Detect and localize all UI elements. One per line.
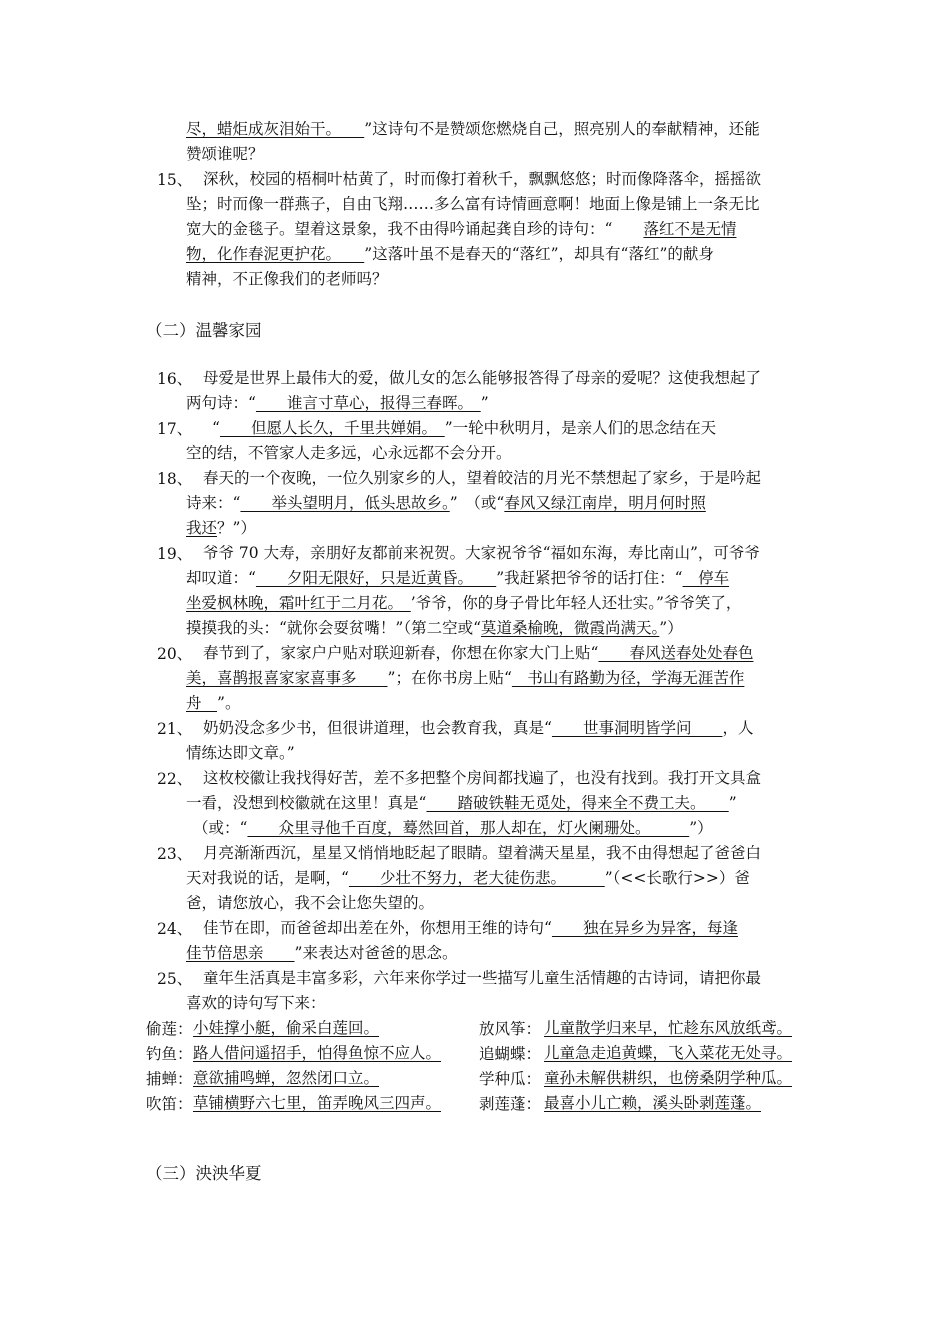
answer-blank: 坐爱枫林晚，霜叶红于二月花。 — [186, 594, 411, 612]
q25-line-1: 童年生活真是丰富多彩，六年来你学过一些描写儿童生活情趣的古诗词，请把你最 — [203, 969, 762, 987]
poem-answer: 小娃撑小艇，偷采白莲回。 — [193, 1019, 380, 1037]
q19-line-3: 坐爱枫林晚，霜叶红于二月花。 ’爷爷，你的身子骨比年轻人还壮实。”爷爷笑了， — [186, 594, 742, 612]
q15-line-3: 宽大的金毯子。望着这景象，我不由得吟诵起龚自珍的诗句：“ 落红不是无情 — [186, 220, 737, 238]
q18-line-2: 诗来：“ 举头望明月，低头思故乡。” （或“春风又绿江南岸，明月何时照 — [186, 494, 706, 512]
answer-blank: 春风又绿江南岸，明月何时照 — [504, 494, 706, 512]
q23-line-1: 月亮渐渐西沉，星星又悄悄地眨起了眼睛。望着满天星星，我不由得想起了爸爸白 — [203, 844, 762, 862]
poem-answer: 最喜小儿亡赖，溪头卧剥莲蓬。 — [544, 1094, 762, 1112]
poem-answer: 草铺横野六七里，笛弄晚风三四声。 — [193, 1094, 442, 1112]
q15-line-5: 精神，不正像我们的老师吗？ — [186, 270, 388, 288]
q22-line-1: 这枚校徽让我找得好苦，差不多把整个房间都找遍了，也没有找到。我打开文具盒 — [203, 769, 762, 787]
poem-topic-label: 吹笛： — [146, 1095, 193, 1113]
q22-line-2: 一看，没想到校徽就在这里！真是“ 踏破铁鞋无觅处，得来全不费工夫。 ” — [186, 794, 737, 812]
poem-topic-label: 偷莲： — [146, 1020, 193, 1038]
q14-continuation-line-1: 尽，蜡炬成灰泪始干。 ”这诗句不是赞颂您燃烧自己，照亮别人的奉献精神，还能 — [186, 120, 760, 138]
q18-line-3: 我还？”） — [186, 519, 256, 537]
q15-line-1: 深秋，校园的梧桐叶枯黄了，时而像打着秋千，飘飘悠悠；时而像降落伞，摇摇欲 — [203, 170, 762, 188]
q22-line-3: （或：“ 众里寻他千百度，蓦然回首，那人却在，灯火阑珊处。 ”） — [193, 819, 713, 837]
answer-blank: 佳节倍思亲 — [186, 944, 295, 962]
question-number: 15、 — [157, 171, 193, 189]
question-number: 23、 — [157, 845, 193, 863]
poem-topic-label: 放风筝： — [479, 1020, 542, 1038]
answer-blank: 但愿人长久，千里共婵娟。 — [219, 419, 445, 437]
q15-line-4: 物，化作春泥更护花。 ”这落叶虽不是春天的“落红”，却具有“落红”的献身 — [186, 245, 714, 263]
poem-topic-label: 剥莲蓬： — [479, 1095, 542, 1113]
q16-line-2: 两句诗：“ 谁言寸草心，报得三春晖。 ” — [186, 394, 489, 412]
section-heading-3: （三）泱泱华夏 — [146, 1164, 262, 1183]
question-number: 19、 — [157, 545, 193, 563]
question-number: 24、 — [157, 920, 193, 938]
question-number: 18、 — [157, 470, 193, 488]
q16-line-1: 母爱是世界上最伟大的爱，做儿女的怎么能够报答得了母亲的爱呢？这使我想起了 — [203, 369, 762, 387]
answer-blank: 舟 — [186, 694, 218, 712]
question-number: 16、 — [157, 370, 193, 388]
q19-line-2: 却叹道：“ 夕阳无限好，只是近黄昏。 ”我赶紧把爷爷的话打住：“ 停车 — [186, 569, 730, 587]
poem-answer: 儿童急走追黄蝶，飞入菜花无处寻。 — [544, 1044, 793, 1062]
answer-blank: 书山有路勤为径，学海无涯苦作 — [511, 669, 745, 687]
answer-blank: 踏破铁鞋无觅处，得来全不费工夫。 — [426, 794, 729, 812]
q20-line-3: 舟 ”。 — [186, 694, 241, 712]
answer-blank: 春风送春处处春色 — [598, 644, 754, 662]
question-number: 20、 — [157, 645, 193, 663]
q18-line-1: 春天的一个夜晚，一位久别家乡的人，望着皎洁的月光不禁想起了家乡，于是吟起 — [203, 469, 762, 487]
poem-answer: 儿童散学归来早，忙趁东风放纸鸢。 — [544, 1019, 793, 1037]
answer-blank: 落红不是无情 — [643, 220, 737, 238]
poem-answer: 路人借问遥招手，怕得鱼惊不应人。 — [193, 1044, 442, 1062]
q17-line-2: 空的结，不管家人走多远，心永远都不会分开。 — [186, 444, 512, 462]
answer-blank: 谁言寸草心，报得三春晖。 — [255, 394, 481, 412]
q15-line-2: 坠；时而像一群燕子，自由飞翔……多么富有诗情画意啊！地面上像是铺上一条无比 — [186, 195, 760, 213]
q17-line-1: “ 但愿人长久，千里共婵娟。 ”一轮中秋明月，是亲人们的思念结在天 — [212, 419, 717, 437]
answer-blank: 独在异乡为异客，每逢 — [551, 919, 738, 937]
q23-line-3: 爸，请您放心，我不会让您失望的。 — [186, 894, 435, 912]
q20-line-2: 美，喜鹊报喜家家喜事多 ”；在你书房上贴“ 书山有路勤为径，学海无涯苦作 — [186, 669, 745, 687]
answer-blank: 少壮不努力，老大徒伤悲。 — [348, 869, 605, 887]
poem-topic-label: 学种瓜： — [479, 1070, 542, 1088]
poem-answer: 童孙未解供耕织，也傍桑阴学种瓜。 — [544, 1069, 793, 1087]
answer-blank: 物，化作春泥更护花。 — [186, 245, 365, 263]
question-number: 22、 — [157, 770, 193, 788]
answer-blank: 夕阳无限好，只是近黄昏。 — [255, 569, 497, 587]
answer-blank: 我还 — [186, 519, 218, 537]
answer-blank: 尽，蜡炬成灰泪始干。 — [186, 120, 365, 138]
question-number: 25、 — [157, 970, 193, 988]
poem-topic-label: 钓鱼： — [146, 1045, 193, 1063]
q20-line-1: 春节到了，家家户户贴对联迎新春，你想在你家大门上贴“ 春风送春处处春色 — [203, 644, 754, 662]
answer-blank: 世事洞明皆学问 — [551, 719, 723, 737]
q24-line-1: 佳节在即，而爸爸却出差在外，你想用王维的诗句“ 独在异乡为异客，每逢 — [203, 919, 738, 937]
poem-answer: 意欲捕鸣蝉，忽然闭口立。 — [193, 1069, 380, 1087]
answer-blank: 举头望明月，低头思故乡。 — [240, 494, 450, 512]
answer-blank: 停车 — [682, 569, 730, 587]
q24-line-2: 佳节倍思亲 ”来表达对爸爸的思念。 — [186, 944, 458, 962]
poem-topic-label: 追蝴蝶： — [479, 1045, 542, 1063]
answer-blank: 莫道桑榆晚，微霞尚满天。 — [481, 619, 660, 637]
question-number: 21、 — [157, 720, 193, 738]
q19-line-1: 爷爷 70 大寿，亲朋好友都前来祝贺。大家祝爷爷“福如东海，寿比南山”，可爷爷 — [203, 544, 760, 562]
section-heading-2: （二）温馨家园 — [146, 321, 262, 340]
q25-line-2: 喜欢的诗句写下来： — [186, 994, 326, 1012]
poem-topic-label: 捕蝉： — [146, 1070, 193, 1088]
q14-continuation-line-2: 赞颂谁呢？ — [186, 145, 264, 163]
q21-line-2: 情练达即文章。” — [186, 744, 295, 762]
answer-blank: 众里寻他千百度，蓦然回首，那人却在，灯火阑珊处。 — [247, 819, 690, 837]
q21-line-1: 奶奶没念多少书，但很讲道理，也会教育我，真是“ 世事洞明皆学问 ，人 — [203, 719, 754, 737]
answer-blank: 美，喜鹊报喜家家喜事多 — [186, 669, 388, 687]
q19-line-4: 摸摸我的头：“就你会耍贫嘴！”（第二空或“莫道桑榆晚，微霞尚满天。”） — [186, 619, 683, 637]
question-number: 17、 — [157, 420, 193, 438]
q23-line-2: 天对我说的话，是啊，“ 少壮不努力，老大徒伤悲。 ”（<<长歌行>>）爸 — [186, 869, 750, 887]
